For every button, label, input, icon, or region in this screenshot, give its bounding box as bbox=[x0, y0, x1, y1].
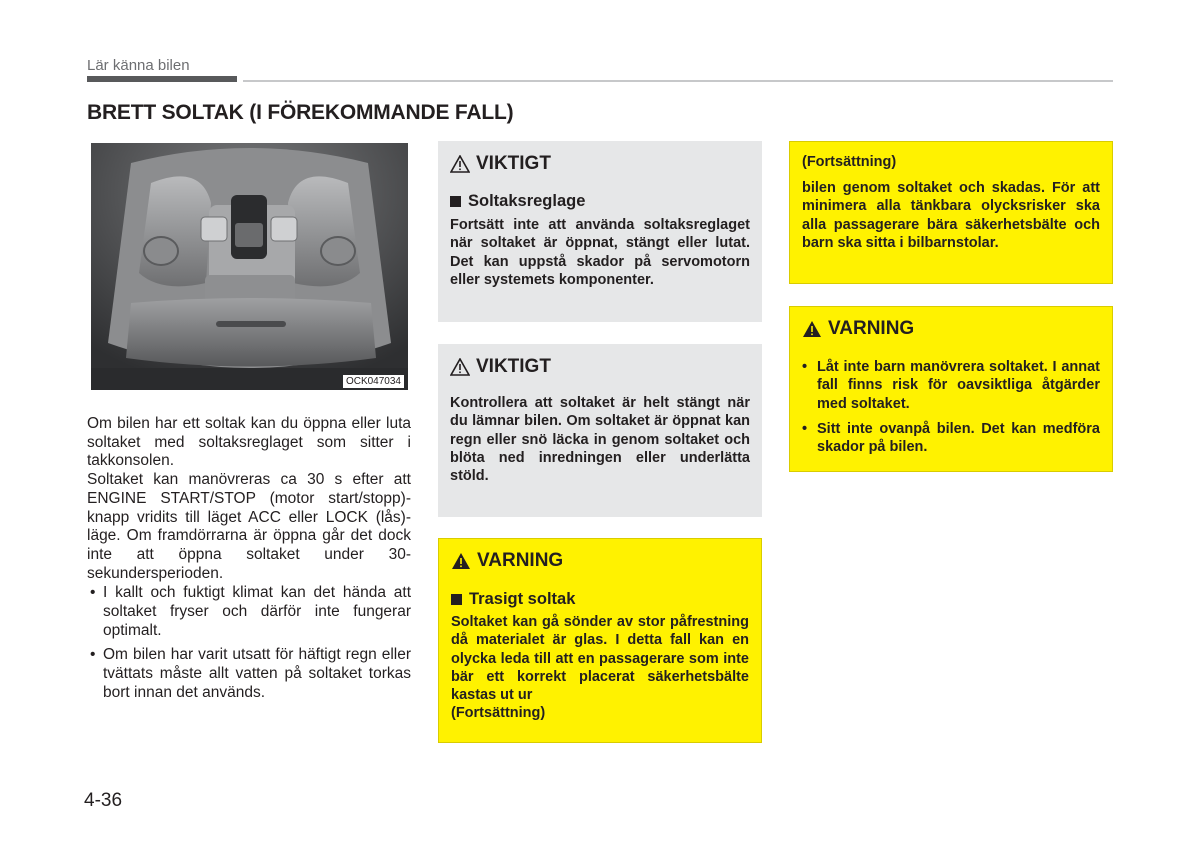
list-item: • Om bilen har varit utsatt för häftigt regn eller tvättats måste allt vatten på soltaket torkas bort innan det används. bbox=[87, 646, 411, 702]
warning-triangle-icon bbox=[802, 320, 822, 338]
header-rule-light bbox=[243, 80, 1113, 82]
notice-subheading bbox=[450, 192, 750, 211]
list-item: • Låt inte barn manövrera soltaket. I annat fall finns risk för oavsiktliga åtgärder med soltaket. bbox=[802, 358, 1100, 413]
warning-text: Soltaket kan gå sönder av stor påfrestning då materialet är glas. I detta fall kan en olycka leda till att en passagerare som inte bär ett korrekt placerat säkerhetsbälte kastas ut ur bbox=[451, 614, 749, 704]
notice-heading bbox=[450, 356, 750, 378]
page-number: 4-36 bbox=[84, 790, 123, 811]
warning-box-broken-sunroof bbox=[438, 538, 762, 743]
notice-box-sunroof-switch bbox=[438, 141, 762, 322]
square-bullet-icon bbox=[450, 196, 461, 207]
warning-list bbox=[802, 358, 1100, 456]
body-bullet-list bbox=[87, 584, 411, 702]
notice-heading bbox=[450, 153, 750, 175]
warning-subheading bbox=[451, 590, 749, 609]
list-item: • Sitt inte ovanpå bilen. Det kan medföra skador på bilen. bbox=[802, 420, 1100, 457]
caution-outline-icon bbox=[450, 155, 470, 173]
warning-heading bbox=[802, 318, 1100, 340]
warning-heading-text: VARNING bbox=[828, 318, 915, 339]
square-bullet-icon bbox=[451, 594, 462, 605]
paragraph-operation: Soltaket kan manövreras ca 30 s efter att ENGINE START/STOP (motor start/stopp)-knapp vridits till läget ACC eller LOCK (lås)-läge. Om framdörrarna är öppna går det dock inte att öppna soltaket under 30-sekundersperioden. bbox=[87, 471, 411, 582]
notice-text: Kontrollera att soltaket är helt stängt när du lämnar bilen. Om soltaket är öppnat kan regn eller snö läcka in genom soltaket och blöta ned inredningen eller underlätta stöld. bbox=[450, 395, 750, 485]
notice-subheading-text: Soltaksreglage bbox=[468, 192, 586, 210]
continuation-label: (Fortsättning) bbox=[802, 154, 897, 170]
warning-heading-text: VARNING bbox=[477, 550, 564, 571]
notice-text: Fortsätt inte att använda soltaksreglaget när soltaket är öppnat, stängt eller lutat. Det kan uppstå skador på servomotorn eller systemets komponenter. bbox=[450, 217, 750, 288]
section-label: Lär känna bilen bbox=[87, 57, 190, 74]
continuation-label: (Fortsättning) bbox=[451, 705, 546, 722]
notice-heading-text: VIKTIGT bbox=[476, 153, 551, 174]
overhead-console-illustration bbox=[91, 143, 408, 390]
warning-box-children bbox=[789, 306, 1113, 472]
figure-code: OCK047034 bbox=[343, 375, 404, 388]
paragraph-intro: Om bilen har ett soltak kan du öppna eller luta soltaket med soltaksreglaget som sitter i takkonsolen. bbox=[87, 415, 411, 470]
notice-heading-text: VIKTIGT bbox=[476, 356, 551, 377]
notice-box-close-sunroof bbox=[438, 344, 762, 517]
warning-box-continued bbox=[789, 141, 1113, 284]
warning-text: bilen genom soltaket och skadas. För att minimera alla tänkbara olycksrisker ska alla passagerare bära säkerhetsbälte och barn ska sitta i bilbarnstolar. bbox=[802, 180, 1100, 251]
header-rule-dark bbox=[87, 76, 237, 82]
page-title: BRETT SOLTAK (I FÖREKOMMANDE FALL) bbox=[87, 101, 514, 124]
list-item: • I kallt och fuktigt klimat kan det hända att soltaket fryser och därför inte fungerar optimalt. bbox=[87, 584, 411, 640]
warning-subheading-text: Trasigt soltak bbox=[469, 590, 576, 608]
body-text bbox=[87, 415, 411, 709]
warning-triangle-icon bbox=[451, 552, 471, 570]
sunroof-console-photo bbox=[91, 143, 408, 390]
caution-outline-icon bbox=[450, 358, 470, 376]
warning-heading bbox=[451, 550, 749, 572]
